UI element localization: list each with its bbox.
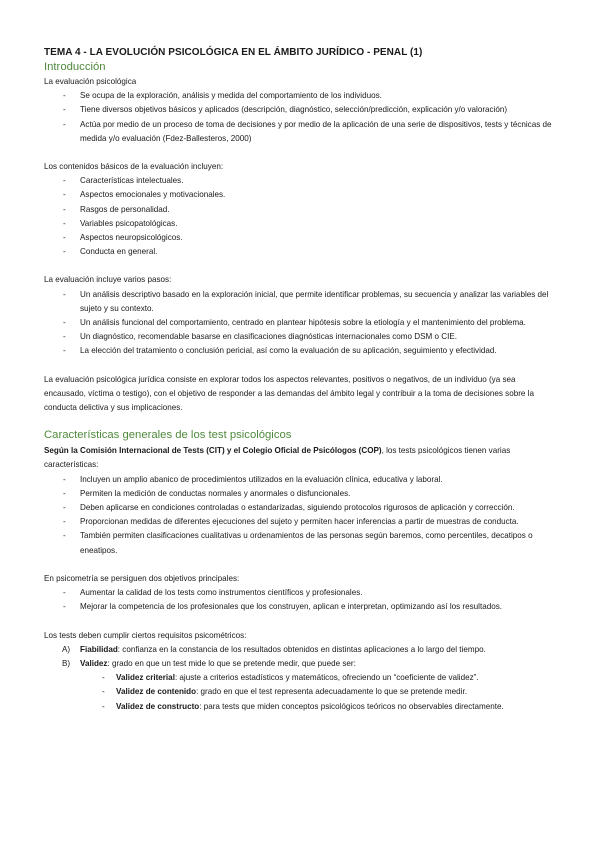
list-item: - Mejorar la competencia de los profesionales que los construyen, aplican e interpretan, optimizando así los resultados. (44, 600, 556, 614)
requirement-label: Validez (80, 658, 108, 668)
validity-item (80, 671, 556, 685)
steps-list (44, 288, 556, 359)
list-item: - Se ocupa de la exploración, análisis y medida del comportamiento de los individuos. (44, 89, 556, 103)
requirement-text: : grado en que un test mide lo que se pretende medir, que puede ser: (107, 658, 356, 668)
section-heading-introduccion: Introducción (44, 61, 106, 73)
page-title: TEMA 4 - LA EVOLUCIÓN PSICOLÓGICA EN EL ÁMBITO JURÍDICO - PENAL (1) (44, 47, 423, 58)
list-marker: A) (62, 644, 71, 654)
list-item: - Tiene diversos objetivos básicos y aplicados (descripción, diagnóstico, selección/predicción, explicación y/o valoración) (44, 103, 556, 117)
list-item: - También permiten clasificaciones cualitativas u ordenamientos de las personas según baremos, como percentiles, decatipos o eneatipos. (44, 529, 556, 557)
steps-intro: La evaluación incluye varios pasos: (44, 275, 172, 285)
requirements-list (44, 643, 556, 714)
list-item: - Permiten la medición de conductas normales y anormales o disfuncionales. (44, 487, 556, 501)
list-item: - Deben aplicarse en condiciones controladas o estandarizadas, siguiendo protocolos rigurosos de aplicación y corrección. (44, 501, 556, 515)
list-item: - Variables psicopatológicas. (44, 217, 556, 231)
validity-item (80, 700, 556, 714)
objectives-list (44, 586, 556, 614)
closing-paragraph: La evaluación psicológica jurídica consiste en explorar todos los aspectos relevantes, positivos o negativos, de un individuo (ya sea encausado, víctima o testigo), con el objetivo de responder a las demandas del ámbito legal y contribuir a la toma de decisiones sobre la conducta delictiva y sus implicaciones. (44, 374, 534, 413)
contents-intro: Los contenidos básicos de la evaluación incluyen: (44, 162, 224, 172)
section-heading-caracteristicas: Características generales de los test psicológicos (44, 429, 292, 442)
list-item: - La elección del tratamiento o conclusión pericial, así como la evaluación de su aplicación, seguimiento y efectividad. (44, 344, 556, 358)
list-item: - Conducta en general. (44, 245, 556, 259)
requirement-label: Fiabilidad (80, 644, 118, 654)
list-item: - Aspectos emocionales y motivacionales. (44, 188, 556, 202)
list-item: - Aspectos neuropsicológicos. (44, 231, 556, 245)
validity-label: Validez criterial (116, 673, 175, 683)
list-item: - Actúa por medio de un proceso de toma de decisiones y por medio de la aplicación de una serie de dispositivos, tests y técnicas de medida y/o evaluación (Fdez-Ballesteros, 2000) (44, 118, 556, 146)
requirement-validez (44, 657, 556, 714)
list-marker: B) (62, 658, 71, 668)
requirement-text: : confianza en la constancia de los resultados obtenidos en distintas aplicaciones a lo largo del tiempo. (117, 644, 486, 654)
list-item: - Un análisis funcional del comportamiento, centrado en plantear hipótesis sobre la etiología y el mantenimiento del problema. (44, 316, 556, 330)
list-item: - Incluyen un amplio abanico de procedimientos utilizados en la evaluación clínica, educativa y laboral. (44, 473, 556, 487)
validity-types-list (80, 671, 556, 714)
subheading-evaluacion: La evaluación psicológica (44, 77, 137, 86)
list-item: - Aumentar la calidad de los tests como instrumentos científicos y profesionales. (44, 586, 556, 600)
validity-label: Validez de contenido (116, 687, 197, 697)
validity-text: : para tests que miden conceptos psicológicos teóricos no observables directamente. (199, 701, 504, 711)
contents-list (44, 174, 556, 259)
validity-label: Validez de constructo (116, 701, 200, 711)
cit-intro-rest: , los tests psicológicos tienen varias características: (44, 446, 511, 470)
list-item: - Un diagnóstico, recomendable basarse en clasificaciones diagnósticas internacionales como DSM o CIE. (44, 330, 556, 344)
validity-item (80, 685, 556, 699)
evaluation-list (44, 89, 556, 146)
list-item: - Características intelectuales. (44, 174, 556, 188)
validity-text: : ajuste a criterios estadísticos y matemáticos, ofreciendo un “coeficiente de validez”. (174, 673, 479, 683)
list-item: - Proporcionan medidas de diferentes ejecuciones del sujeto y permiten hacer inferencias a partir de muestras de conducta. (44, 515, 556, 529)
cit-intro (44, 444, 556, 472)
cit-intro-bold: Según la Comisión Internacional de Tests (CIT) y el Colegio Oficial de Psicólogos (COP) (44, 446, 382, 456)
requirement-fiabilidad (44, 643, 556, 657)
list-item: - Un análisis descriptivo basado en la exploración inicial, que permite identificar problemas, su secuencia y analizar las variables del sujeto y su contexto. (44, 288, 556, 316)
requirements-intro: Los tests deben cumplir ciertos requisitos psicométricos: (44, 630, 247, 640)
list-item: - Rasgos de personalidad. (44, 203, 556, 217)
validity-text: : grado en que el test representa adecuadamente lo que se pretende medir. (196, 687, 467, 697)
characteristics-list (44, 473, 556, 558)
objectives-intro: En psicometría se persiguen dos objetivos principales: (44, 573, 240, 583)
